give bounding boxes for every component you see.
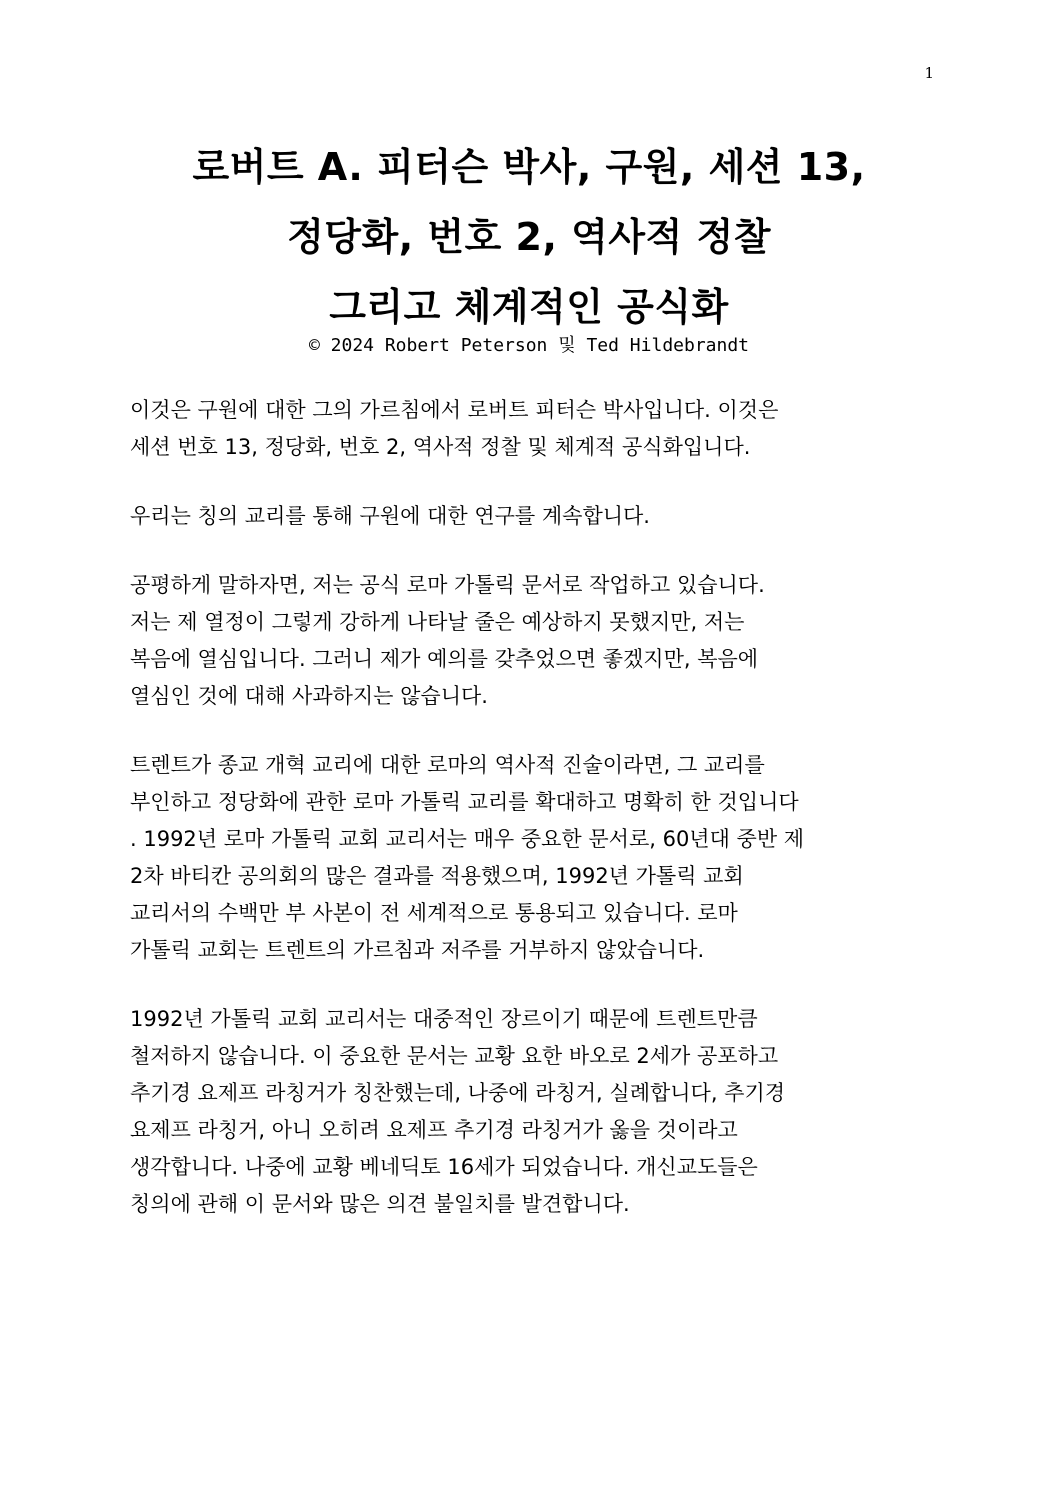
title-line: 그리고 체계적인 공식화 bbox=[329, 285, 729, 329]
page-number: 1 bbox=[924, 64, 934, 82]
text-line: 저는 제 열정이 그렇게 강하게 나타날 줄은 예상하지 못했지만, 저는 bbox=[130, 610, 745, 634]
paragraph-trent bbox=[130, 747, 930, 969]
document-body bbox=[130, 392, 930, 1255]
paragraph-fairness bbox=[130, 567, 930, 715]
text-line: 1992년 가톨릭 교회 교리서는 대중적인 장르이기 때문에 트렌트만큼 bbox=[130, 1007, 758, 1031]
text-line: 교리서의 수백만 부 사본이 전 세계적으로 통용되고 있습니다. 로마 bbox=[130, 901, 738, 925]
text-line: 복음에 열심입니다. 그러니 제가 예의를 갖추었으면 좋겠지만, 복음에 bbox=[130, 647, 759, 671]
paragraph-continue bbox=[130, 498, 930, 535]
text-line: 생각합니다. 나중에 교황 베네딕토 16세가 되었습니다. 개신교도들은 bbox=[130, 1155, 758, 1179]
text-line: 칭의에 관해 이 문서와 많은 의견 불일치를 발견합니다. bbox=[130, 1192, 630, 1216]
title-line: 정당화, 번호 2, 역사적 정찰 bbox=[287, 215, 771, 259]
text-line: 열심인 것에 대해 사과하지는 않습니다. bbox=[130, 684, 488, 708]
paragraph-catechism bbox=[130, 1001, 930, 1223]
text-line: 우리는 칭의 교리를 통해 구원에 대한 연구를 계속합니다. bbox=[130, 504, 650, 528]
text-line: 세션 번호 13, 정당화, 번호 2, 역사적 정찰 및 체계적 공식화입니다. bbox=[130, 435, 751, 459]
text-line: 트렌트가 종교 개혁 교리에 대한 로마의 역사적 진술이라면, 그 교리를 bbox=[130, 753, 765, 777]
text-line: 가톨릭 교회는 트렌트의 가르침과 저주를 거부하지 않았습니다. bbox=[130, 938, 705, 962]
text-line: 추기경 요제프 라칭거가 칭찬했는데, 나중에 라칭거, 실례합니다, 추기경 bbox=[130, 1081, 786, 1105]
text-line: 철저하지 않습니다. 이 중요한 문서는 교황 요한 바오로 2세가 공포하고 bbox=[130, 1044, 779, 1068]
text-line: . 1992년 로마 가톨릭 교회 교리서는 매우 중요한 문서로, 60년대 중반 제 bbox=[130, 827, 805, 851]
title-line: 로버트 A. 피터슨 박사, 구원, 세션 13, bbox=[192, 145, 866, 189]
text-line: 2차 바티칸 공의회의 많은 결과를 적용했으며, 1992년 가톨릭 교회 bbox=[130, 864, 744, 888]
document-title bbox=[100, 132, 958, 342]
text-line: 공평하게 말하자면, 저는 공식 로마 가톨릭 문서로 작업하고 있습니다. bbox=[130, 573, 765, 597]
text-line: 이것은 구원에 대한 그의 가르침에서 로버트 피터슨 박사입니다. 이것은 bbox=[130, 398, 779, 422]
text-line: 부인하고 정당화에 관한 로마 가톨릭 교리를 확대하고 명확히 한 것입니다 bbox=[130, 790, 799, 814]
copyright-notice: © 2024 Robert Peterson 및 Ted Hildebrandt bbox=[308, 335, 750, 356]
paragraph-intro bbox=[130, 392, 930, 466]
text-line: 요제프 라칭거, 아니 오히려 요제프 추기경 라칭거가 옳을 것이라고 bbox=[130, 1118, 738, 1142]
